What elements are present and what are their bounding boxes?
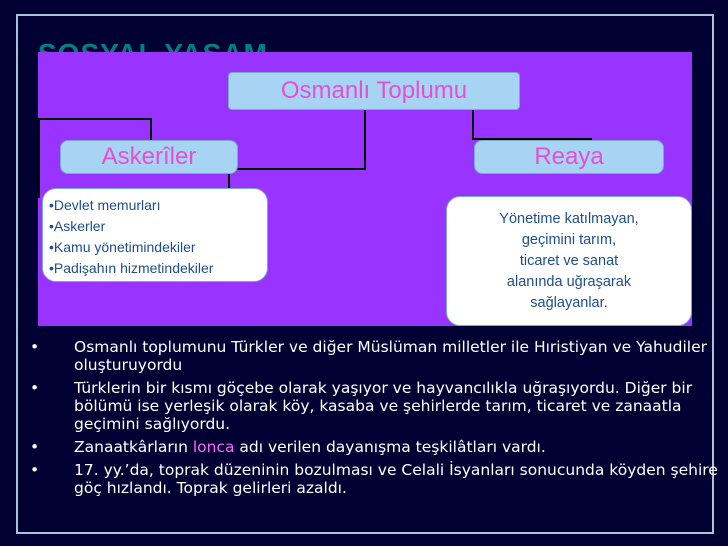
bullet-list bbox=[30, 338, 720, 502]
reaya-box bbox=[474, 140, 664, 174]
reaya-detail-line: alanında uğraşarak bbox=[506, 273, 632, 290]
bullet-text: Zanaatkârların bbox=[74, 438, 193, 456]
reaya-detail bbox=[446, 196, 692, 326]
bullet-text: adı verilen dayanışma teşkilâtları vardı. bbox=[234, 438, 546, 456]
list-item: • Askerler bbox=[49, 216, 267, 237]
connector-root-down bbox=[364, 108, 366, 168]
connector-horizontal-middle bbox=[228, 168, 366, 170]
reaya-detail-text bbox=[499, 209, 638, 314]
bullet-item bbox=[30, 438, 720, 456]
frame-line-left bbox=[16, 14, 18, 534]
askeriler-detail bbox=[42, 188, 268, 282]
connector-horizontal-left bbox=[38, 118, 150, 120]
frame-line-bottom bbox=[16, 532, 714, 534]
reaya-detail-line: Yönetime katılmayan, bbox=[499, 210, 639, 227]
root-label: Osmanlı Toplumu bbox=[280, 77, 468, 104]
bullet-item: • 17. yy.’da, toprak düzeninin bozulması ve Celali İsyanları sonucunda köyden şehire göç hızlandı. Toprak gelirleri azaldı. bbox=[30, 461, 720, 497]
bullet-item: • Osmanlı toplumunu Türkler ve diğer Müslüman milletler ile Hıristiyan ve Yahudiler oluşturuyordu bbox=[30, 338, 720, 374]
reaya-label: Reaya bbox=[534, 143, 604, 170]
reaya-detail-line: sağlayanlar. bbox=[530, 294, 608, 311]
lonca-highlight: lonca bbox=[192, 438, 235, 456]
list-item: • Kamu yönetimindekiler bbox=[49, 237, 267, 258]
reaya-detail-line: ticaret ve sanat bbox=[519, 252, 619, 269]
askeriler-box bbox=[60, 140, 238, 174]
connector-right-h bbox=[472, 108, 474, 140]
bullet-item: • Türklerin bir kısmı göçebe olarak yaşıyor ve hayvancılıkla uğraşıyordu. Diğer bir bölümü ise yerleşik olarak köy, kasaba ve şehirlerde tarım, ticaret ve zanaatla geçimini sağlıyordu. bbox=[30, 379, 720, 433]
org-diagram bbox=[38, 52, 692, 326]
connector-left-outer bbox=[38, 118, 40, 198]
reaya-detail-line: geçimini tarım, bbox=[521, 231, 617, 248]
list-item: • Devlet memurları bbox=[49, 195, 267, 216]
connector-left-drop bbox=[150, 118, 152, 140]
frame-line-top bbox=[16, 14, 714, 16]
askeriler-label: Askerîler bbox=[101, 143, 197, 170]
root-box bbox=[228, 72, 520, 110]
list-item: • Padişahın hizmetindekiler bbox=[49, 258, 267, 279]
askeriler-detail-list bbox=[49, 195, 267, 279]
